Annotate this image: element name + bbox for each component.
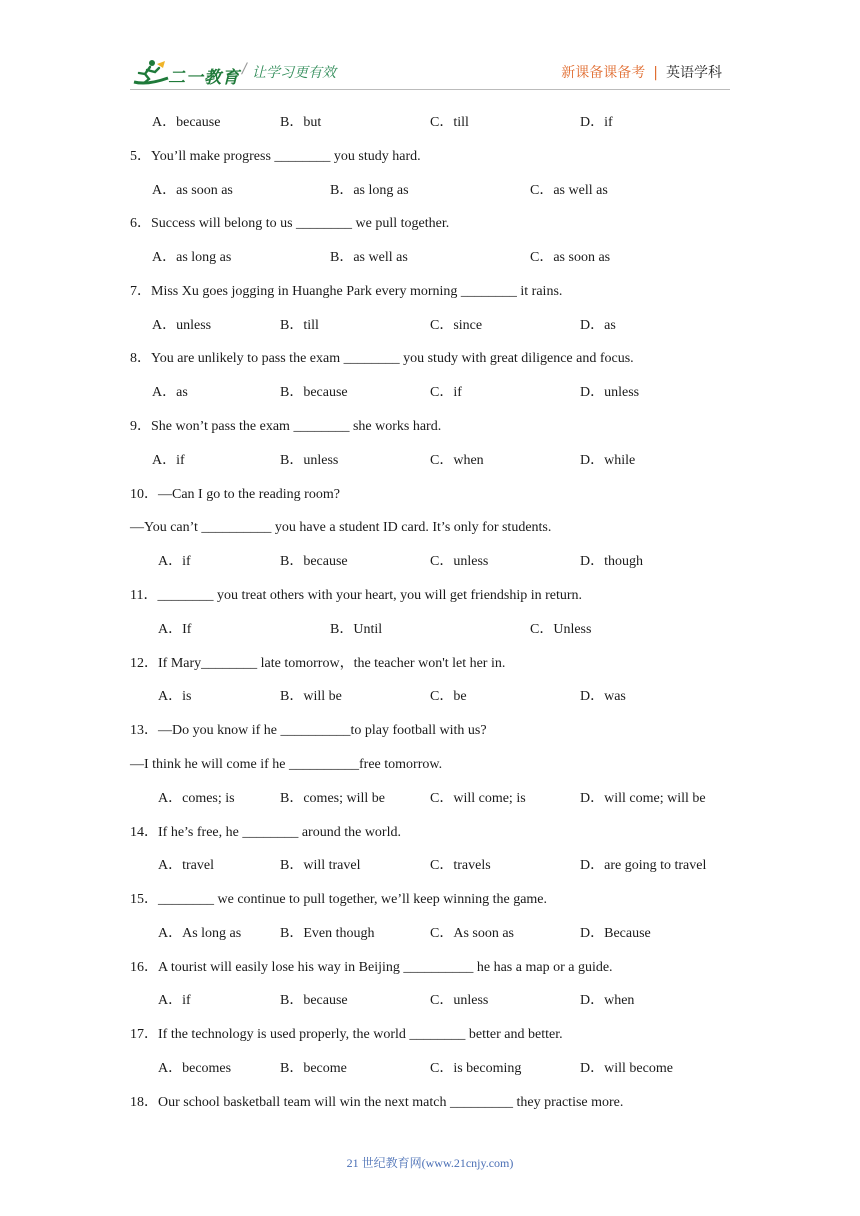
answer-option: B．till <box>280 318 319 333</box>
question-text: 17．If the technology is used properly, the world ________ better and better. <box>130 1027 563 1042</box>
answer-option: D．was <box>580 689 626 704</box>
answer-option: A．as long as <box>152 250 232 265</box>
answer-option: B．will travel <box>280 858 361 873</box>
answer-option: D．unless <box>580 385 640 400</box>
answer-option: B．because <box>280 385 348 400</box>
runner-logo-icon <box>130 58 170 88</box>
question-text: 14．If he’s free, he ________ around the world. <box>130 825 401 840</box>
answer-option: C．when <box>430 453 484 468</box>
answer-option: D．when <box>580 993 635 1008</box>
answer-option: C．As soon as <box>430 926 515 941</box>
answer-option: C．unless <box>430 554 489 569</box>
answer-option: A．As long as <box>158 926 242 941</box>
answer-option: B．because <box>280 993 348 1008</box>
answer-option: C．be <box>430 689 467 704</box>
answer-option: C．since <box>430 318 483 333</box>
answer-option: C．if <box>430 385 462 400</box>
answer-option: D．as <box>580 318 616 333</box>
answer-option: A．if <box>152 453 185 468</box>
question-text: 13．—Do you know if he __________to play football with us? <box>130 723 487 738</box>
answer-option: A．If <box>158 622 192 637</box>
page-footer: 21 世纪教育网(www.21cnjy.com) <box>346 1156 514 1170</box>
answer-option: B．as well as <box>330 250 408 265</box>
logo <box>130 58 240 88</box>
answer-option: D．if <box>580 115 613 130</box>
answer-option: A．as <box>152 385 188 400</box>
answer-option: C．will come; is <box>430 791 526 806</box>
question-text: 10．—Can I go to the reading room? <box>130 487 340 502</box>
question-text: 7．Miss Xu goes jogging in Huanghe Park every morning ________ it rains. <box>130 284 563 299</box>
answer-option: A．becomes <box>158 1061 232 1076</box>
question-text: —You can’t __________ you have a student ID card. It’s only for students. <box>130 520 552 535</box>
answer-option: D．will come; will be <box>580 791 706 806</box>
answer-option: D．Because <box>580 926 651 941</box>
answer-option: A．because <box>152 115 221 130</box>
header-course-label: 新课备课备考 <box>561 65 646 81</box>
answer-option: A．if <box>158 993 191 1008</box>
header-subject <box>561 62 722 82</box>
answer-option: D．though <box>580 554 643 569</box>
question-text: 8．You are unlikely to pass the exam ________ you study with great diligence and focus. <box>130 351 634 366</box>
answer-option: C．travels <box>430 858 491 873</box>
answer-option: B．become <box>280 1061 347 1076</box>
question-text: 9．She won’t pass the exam ________ she works hard. <box>130 419 442 434</box>
answer-option: B．because <box>280 554 348 569</box>
answer-option: C．as well as <box>530 183 608 198</box>
question-text: 6．Success will belong to us ________ we pull together. <box>130 216 450 231</box>
answer-option: B．will be <box>280 689 342 704</box>
answer-option: C．unless <box>430 993 489 1008</box>
answer-option: B．but <box>280 115 322 130</box>
answer-option: B．comes; will be <box>280 791 385 806</box>
answer-option: A．travel <box>158 858 214 873</box>
question-text: 18．Our school basketball team will win the next match _________ they practise more. <box>130 1095 624 1110</box>
question-text: 5．You’ll make progress ________ you study hard. <box>130 149 421 164</box>
answer-option: A．if <box>158 554 191 569</box>
answer-option: B．Until <box>330 622 383 637</box>
answer-option: C．is becoming <box>430 1061 522 1076</box>
answer-option: D．will become <box>580 1061 673 1076</box>
question-text: 16．A tourist will easily lose his way in Beijing __________ he has a map or a guide. <box>130 960 613 975</box>
answer-option: A．is <box>158 689 192 704</box>
answer-option: C．till <box>430 115 469 130</box>
header-slogan: 让学习更有效 <box>252 65 336 81</box>
question-text: 12．If Mary________ late tomorrow，the teacher won't let her in. <box>130 656 506 671</box>
answer-option: D．are going to travel <box>580 858 707 873</box>
answer-option: B．as long as <box>330 183 409 198</box>
header-divider-line <box>130 89 730 90</box>
logo-text: 二一教育 <box>168 68 240 88</box>
answer-option: D．while <box>580 453 636 468</box>
header-slash: / <box>242 61 247 77</box>
page-header <box>130 56 730 88</box>
header-subject-label: 英语学科 <box>666 65 722 81</box>
question-text: 15．________ we continue to pull together, we’ll keep winning the game. <box>130 892 548 907</box>
answer-option: C．as soon as <box>530 250 611 265</box>
answer-option: B．unless <box>280 453 339 468</box>
answer-option: A．comes; is <box>158 791 235 806</box>
header-divider: | <box>653 65 658 81</box>
answer-option: B．Even though <box>280 926 375 941</box>
answer-option: C．Unless <box>530 622 592 637</box>
question-text: —I think he will come if he __________free tomorrow. <box>130 757 443 772</box>
question-text: 11．________ you treat others with your heart, you will get friendship in return. <box>130 588 583 603</box>
answer-option: A．as soon as <box>152 183 233 198</box>
answer-option: A．unless <box>152 318 212 333</box>
